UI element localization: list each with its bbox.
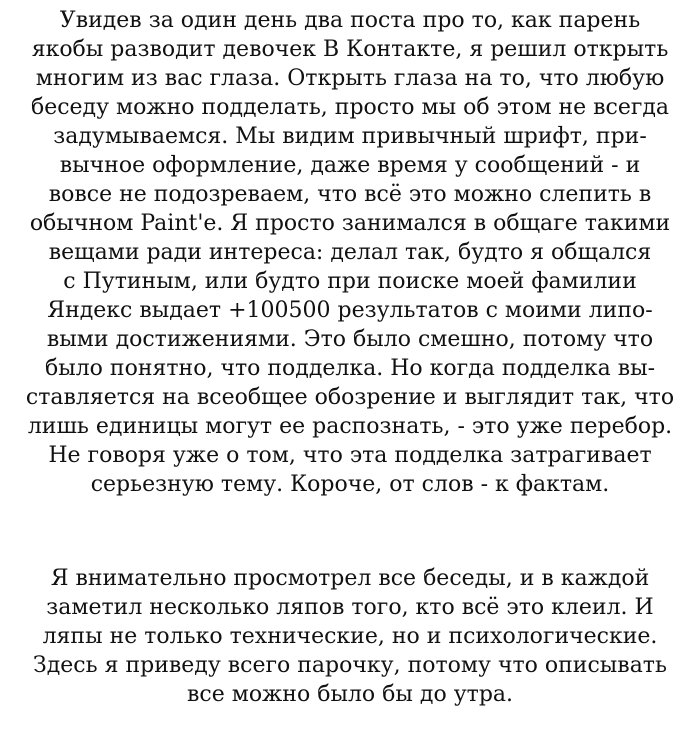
text-line: вычное оформление, даже время у сообщений - и bbox=[59, 153, 641, 178]
text-line: лишь единицы могут ее распознать, - это уже перебор. bbox=[27, 414, 673, 439]
paragraph-findings bbox=[0, 564, 700, 709]
text-line: ставляется на всеобщее обозрение и выглядит так, что bbox=[25, 385, 675, 410]
text-line: якобы разводит девочек В Контакте, я решил открыть bbox=[31, 37, 669, 62]
text-line: Я внимательно просмотрел все беседы, и в каждой bbox=[50, 566, 650, 591]
text-line: Здесь я приведу всего парочку, потому что описывать bbox=[33, 653, 667, 678]
text-line: с Путиным, или будто при поиске моей фамилии bbox=[63, 269, 637, 294]
text-line: серьезную тему. Короче, от слов - к фактам. bbox=[90, 472, 610, 497]
text-line: обычном Paint'е. Я просто занимался в общаге такими bbox=[29, 211, 671, 236]
text-line: вовсе не подозреваем, что всё это можно слепить в bbox=[48, 182, 652, 207]
text-line: Увидев за один день два поста про то, как парень bbox=[59, 8, 641, 33]
text-line: заметил несколько ляпов того, кто всё это клеил. И bbox=[46, 595, 654, 620]
text-line: ляпы не только технические, но и психологические. bbox=[42, 624, 658, 649]
text-line: Не говоря уже о том, что эта подделка затрагивает bbox=[48, 443, 652, 468]
text-line: все можно было бы до утра. bbox=[186, 682, 514, 707]
text-line: вещами ради интереса: делал так, будто я общался bbox=[48, 240, 652, 265]
paragraph-intro bbox=[0, 6, 700, 499]
text-line: Яндекс выдает +100500 результатов с моими липо- bbox=[47, 298, 653, 323]
text-line: задумываемся. Мы видим привычный шрифт, при- bbox=[53, 124, 647, 149]
text-line: было понятно, что подделка. Но когда подделка вы- bbox=[44, 356, 656, 381]
text-line: выми достижениями. Это было смешно, потому что bbox=[46, 327, 654, 352]
text-line: многим из вас глаза. Открыть глаза на то, что любую bbox=[35, 66, 665, 91]
text-line: беседу можно подделать, просто мы об этом не всегда bbox=[30, 95, 670, 120]
